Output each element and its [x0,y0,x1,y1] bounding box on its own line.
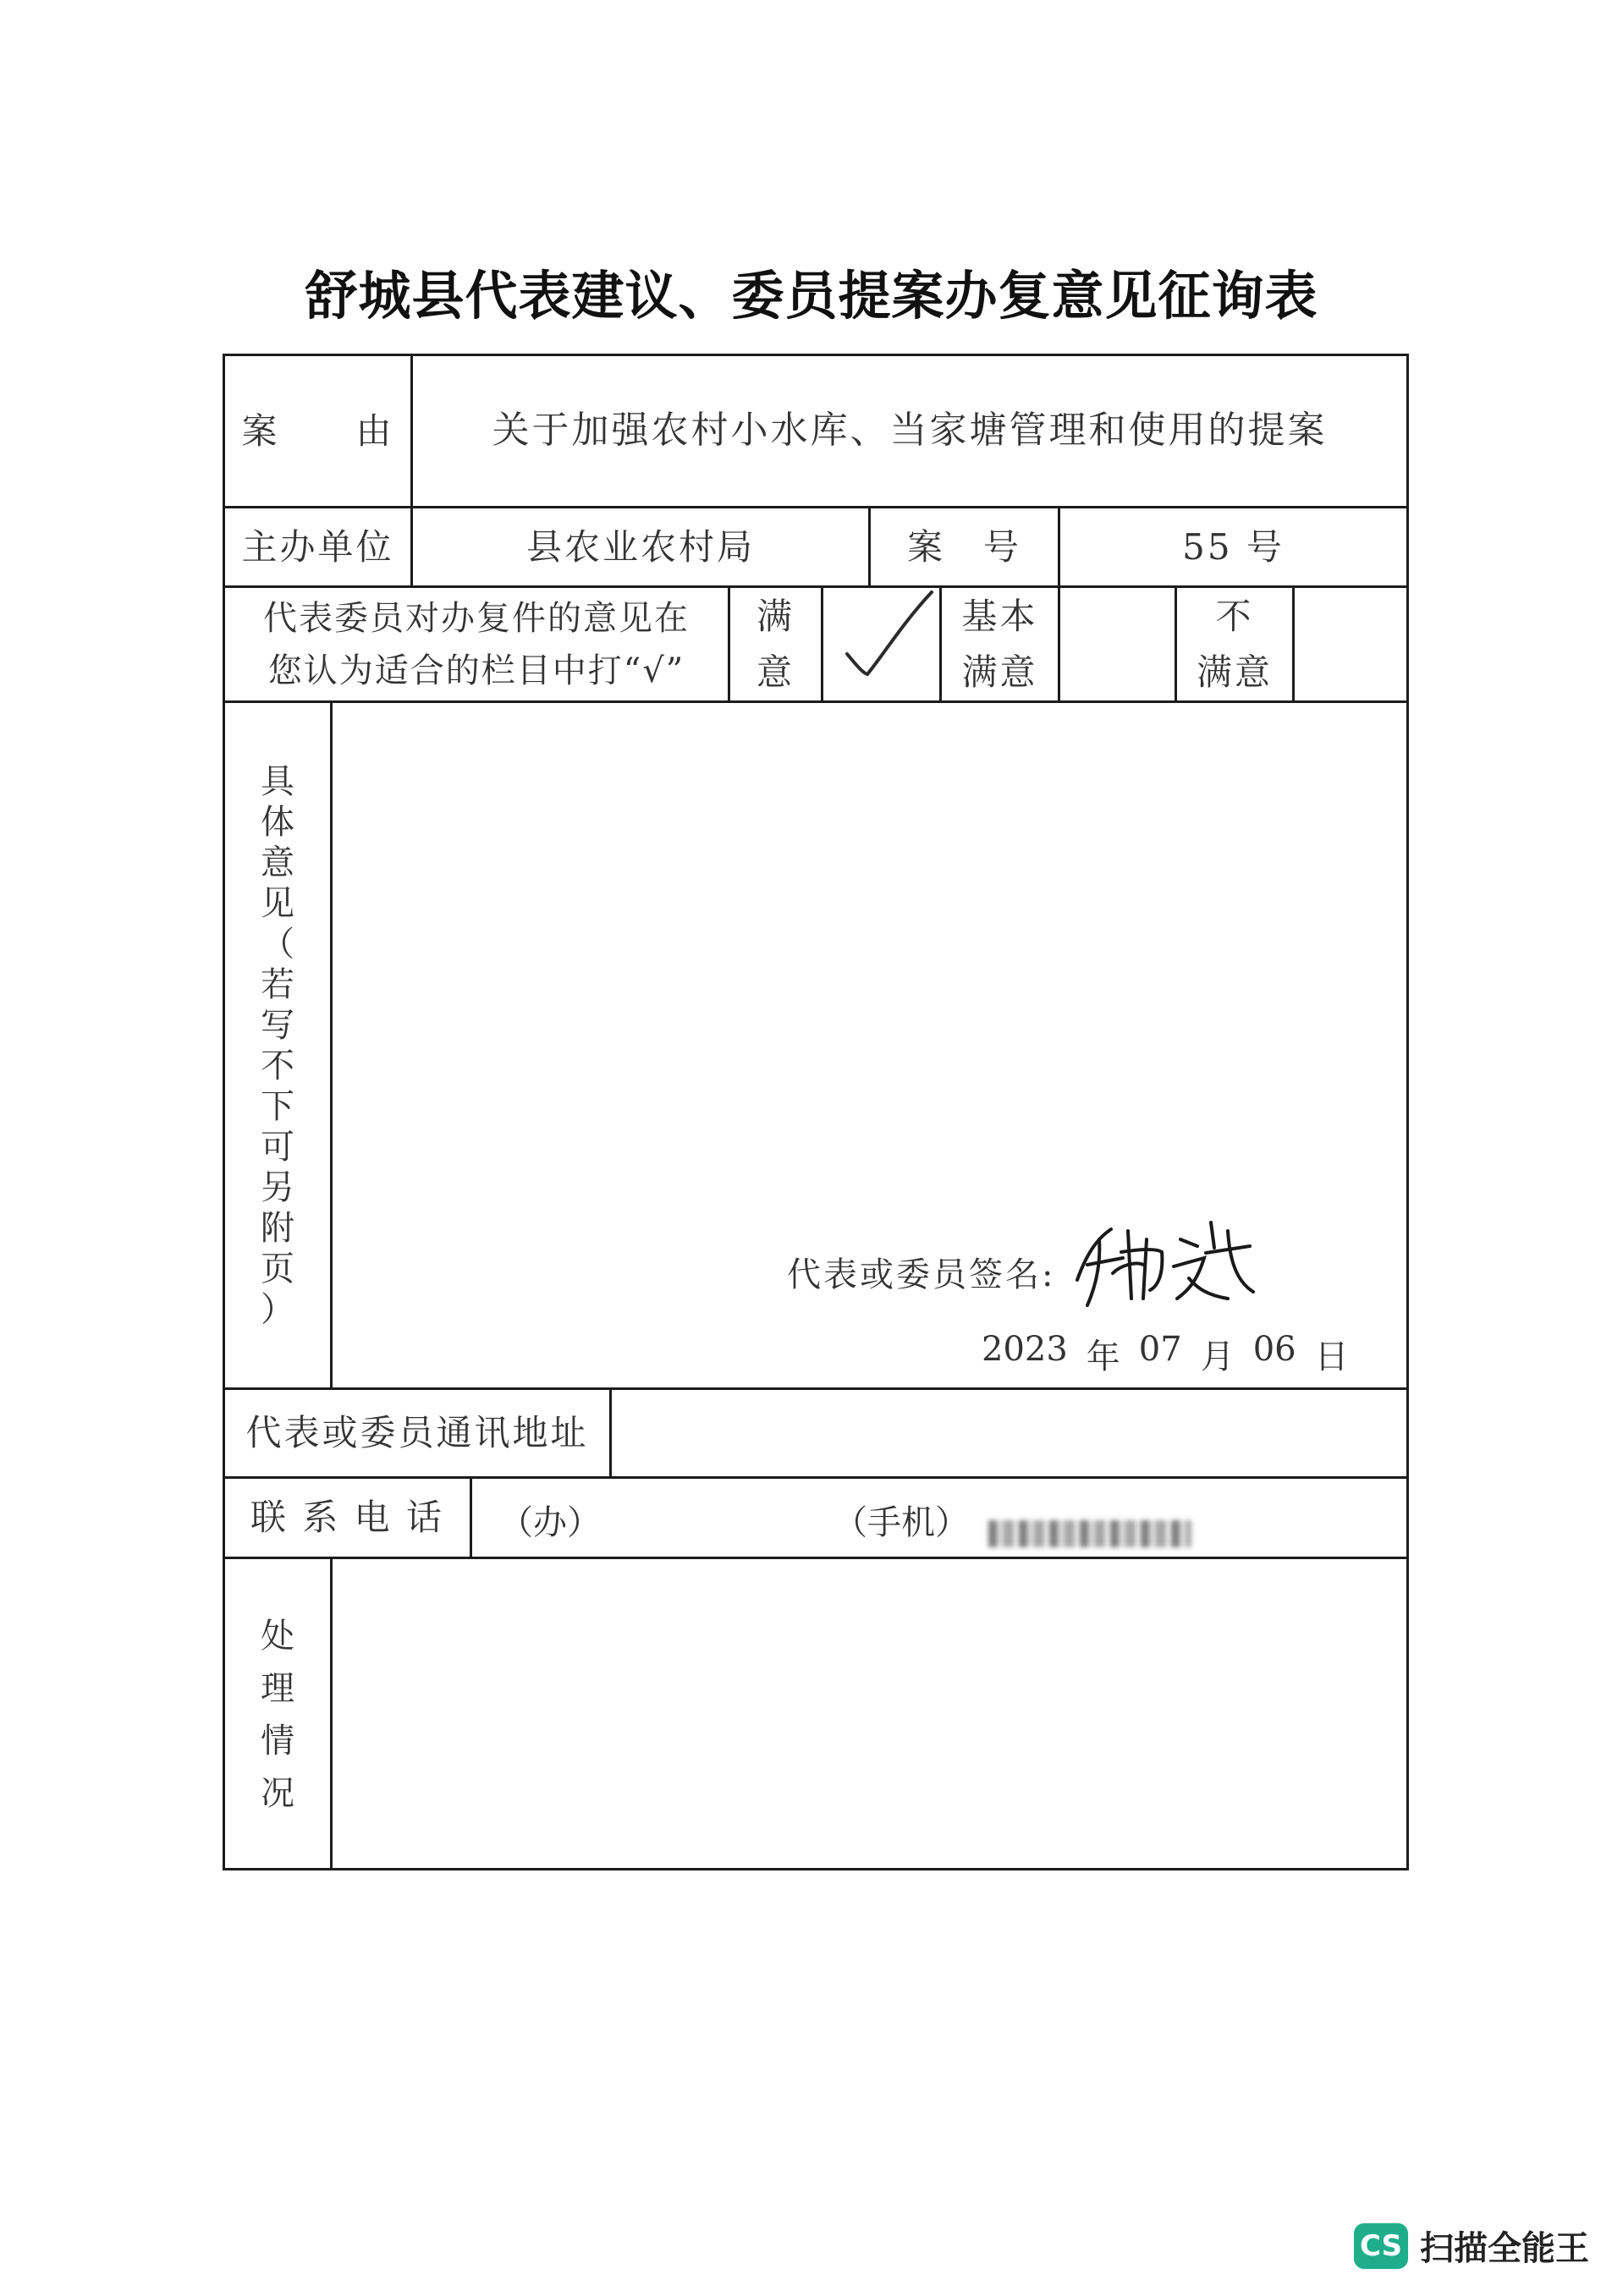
opinion-prompt-line1: 代表委员对办复件的意见在 [263,598,690,638]
detail-label-char: 另 [261,1167,294,1207]
detail-label-char: 具 [261,761,294,801]
detail-label-char: 体 [261,802,294,842]
option-satisfied-label: 满 意 [756,596,795,693]
table-border-right [1406,354,1409,1870]
mobile-phone-redacted [988,1520,1191,1547]
col-divider [470,1476,472,1559]
date-year-unit: 年 [1086,1338,1120,1376]
option-basic-label: 基本 满意 [961,596,1038,693]
case-number-label: 案 号 [906,525,1021,568]
reason-value: 关于加强农村小水库、当家塘管理和使用的提案 [492,409,1328,453]
handling-label-char: 况 [261,1774,294,1813]
detail-label-char: （ [261,924,294,964]
camscanner-logo-icon: CS [1354,2223,1408,2269]
option-unsatisfied-label: 不 满意 [1196,596,1273,693]
date-day: 06 [1252,1330,1296,1369]
scanner-watermark [1354,2222,1589,2270]
form-title: 舒城县代表建议、委员提案办复意见征询表 [305,265,1318,327]
detail-label-char: 写 [261,1005,294,1045]
option-basic-box[interactable] [1060,588,1175,700]
opinion-prompt [225,588,728,700]
date-month: 07 [1138,1330,1182,1369]
handling-body[interactable] [333,1559,1406,1868]
handling-label-char: 理 [261,1669,294,1708]
scanner-brand: 扫描全能王 [1420,2229,1589,2268]
detail-label-char: 页 [261,1249,294,1288]
detail-label [225,703,330,1387]
detail-label-char: 不 [261,1046,294,1085]
handling-label [225,1559,330,1868]
handling-label-char: 情 [261,1722,294,1760]
opinion-prompt-line2: 您认为适合的栏目中打“√” [267,651,685,690]
case-number-value: 55 号 [1182,525,1285,568]
detail-label-char: 若 [261,964,294,1004]
detail-label-char: 可 [261,1127,294,1167]
phone-label: 联 系 电 话 [250,1497,445,1539]
date-month-unit: 月 [1200,1338,1235,1376]
detail-label-char: 意 [261,843,294,882]
signature-image [1062,1206,1265,1311]
detail-label-char: 附 [261,1208,294,1248]
signature-icon [1062,1206,1265,1311]
detail-label-char: ） [261,1289,294,1329]
option-unsatisfied-box[interactable] [1295,588,1406,700]
mobile-phone-label: （手机） [834,1503,969,1542]
host-unit-value: 县农业农村局 [525,525,755,568]
reason-label: 案 由 [241,409,394,452]
check-mark-icon [823,588,939,700]
option-satisfied-box[interactable] [823,588,939,700]
detail-label-char: 下 [261,1086,294,1126]
address-value[interactable] [612,1390,1406,1476]
handling-label-char: 处 [261,1617,294,1656]
office-phone-label: （办） [499,1503,601,1542]
date-year: 2023 [982,1330,1068,1369]
host-unit-label: 主办单位 [241,525,394,568]
signature-date [982,1330,1349,1378]
office-phone-value[interactable] [592,1496,812,1538]
address-label: 代表或委员通讯地址 [245,1412,589,1454]
signature-label: 代表或委员签名: [787,1255,1056,1294]
date-day-unit: 日 [1314,1338,1349,1376]
table-border-bottom [223,1868,1409,1870]
detail-label-char: 见 [261,883,294,923]
